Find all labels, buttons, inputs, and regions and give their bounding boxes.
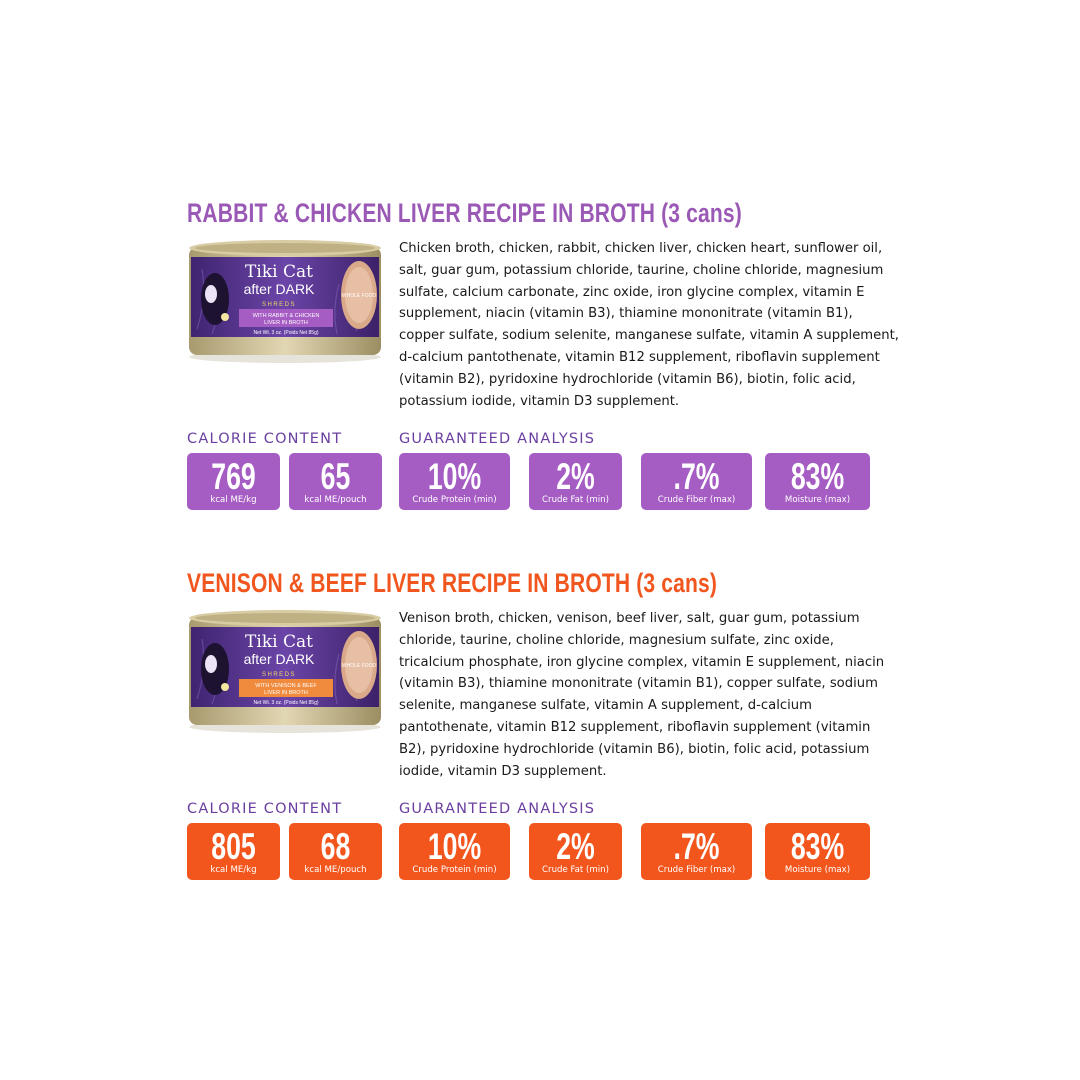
tile-value: 83% xyxy=(790,826,845,867)
tile-value: 10% xyxy=(427,456,482,497)
ingredients-text: Chicken broth, chicken, rabbit, chicken liver, chicken heart, sunflower oil, salt, guar gum, potassium chloride, taurine, choline chloride, magnesium sulfate, calcium carbonate, zinc oxide, iron glycine complex, vitamin E supplement, niacin (vitamin B3), thiamine mononitrate (vitamin B1), copper sulfate, sodium selenite, manganese sulfate, vitamin A supplement, d-calcium pantothenate, vitamin B12 supplement, riboflavin supplement (vitamin B2), pyridoxine hydrochloride (vitamin B6), biotin, folic acid, potassium iodide, vitamin D3 supplement. xyxy=(399,241,899,409)
can-subbrand: after DARK xyxy=(243,651,315,667)
calorie-kg-tile xyxy=(187,453,280,510)
product-title: RABBIT & CHICKEN LIVER RECIPE IN BROTH (3 cans) xyxy=(187,198,742,228)
tile-unit: Crude Protein (min) xyxy=(412,495,497,505)
can-style: SHREDS xyxy=(261,672,297,678)
calorie-kg-tile xyxy=(187,823,280,880)
can-flavor-1: WITH VENISON & BEEF xyxy=(255,683,317,689)
tile-value: .7% xyxy=(673,826,720,867)
moisture-tile xyxy=(765,453,870,510)
tile-unit: Crude Fat (min) xyxy=(542,865,609,875)
calorie-pouch-tile xyxy=(289,453,382,510)
can-net-wt: Net Wt. 3 oz. (Poids Net 85g) xyxy=(253,330,319,336)
tile-unit: Moisture (max) xyxy=(784,495,851,505)
can-brand: Tiki Cat xyxy=(245,262,313,282)
can-flavor-2: LIVER IN BROTH xyxy=(264,320,308,326)
tile-unit: Moisture (max) xyxy=(784,865,851,875)
tile-unit: kcal ME/pouch xyxy=(304,865,367,875)
moisture-tile xyxy=(765,823,870,880)
calorie-pouch-tile xyxy=(289,823,382,880)
tile-value: 68 xyxy=(320,826,351,867)
ingredients-text: Venison broth, chicken, venison, beef liver, salt, guar gum, potassium chloride, taurine, choline chloride, magnesium sulfate, zinc oxide, tricalcium phosphate, iron glycine complex, vitamin E supplement, niacin (vitamin B3), thiamine mononitrate (vitamin B1), copper sulfate, sodium selenite, manganese sulfate, vitamin A supplement, d-calcium pantothenate, vitamin B12 supplement, riboflavin supplement (vitamin B2), pyridoxine hydrochloride (vitamin B6), biotin, folic acid, potassium iodide, vitamin D3 supplement. xyxy=(399,611,885,779)
tile-unit: kcal ME/kg xyxy=(210,495,257,505)
can-brand: Tiki Cat xyxy=(245,632,313,652)
can-flavor-1: WITH RABBIT & CHICKEN xyxy=(252,313,320,319)
tile-unit: kcal ME/kg xyxy=(210,865,257,875)
protein-tile xyxy=(399,453,510,510)
fat-tile xyxy=(529,453,622,510)
product-title: VENISON & BEEF LIVER RECIPE IN BROTH (3 cans) xyxy=(187,568,718,598)
product-can-image xyxy=(187,239,383,365)
product-can-image xyxy=(187,609,383,735)
tile-value: 769 xyxy=(211,456,256,497)
tile-unit: kcal ME/pouch xyxy=(304,495,367,505)
fiber-tile xyxy=(641,453,752,510)
tile-unit: Crude Protein (min) xyxy=(412,865,497,875)
can-badge: WHOLE FOOD xyxy=(341,663,377,669)
guaranteed-analysis-label: GUARANTEED ANALYSIS xyxy=(399,801,596,817)
calorie-content-label: CALORIE CONTENT xyxy=(187,801,343,817)
protein-tile xyxy=(399,823,510,880)
calorie-content-label: CALORIE CONTENT xyxy=(187,431,343,447)
tile-value: 2% xyxy=(556,826,595,867)
guaranteed-analysis-label: GUARANTEED ANALYSIS xyxy=(399,431,596,447)
can-badge: WHOLE FOOD xyxy=(341,293,377,299)
fiber-tile xyxy=(641,823,752,880)
can-style: SHREDS xyxy=(261,302,297,308)
tile-unit: Crude Fiber (max) xyxy=(657,495,736,505)
tile-value: 2% xyxy=(556,456,595,497)
fat-tile xyxy=(529,823,622,880)
tile-value: 10% xyxy=(427,826,482,867)
can-net-wt: Net Wt. 3 oz. (Poids Net 85g) xyxy=(253,700,319,706)
tile-value: .7% xyxy=(673,456,720,497)
tile-unit: Crude Fiber (max) xyxy=(657,865,736,875)
can-flavor-2: LIVER IN BROTH xyxy=(264,690,308,696)
tile-unit: Crude Fat (min) xyxy=(542,495,609,505)
can-subbrand: after DARK xyxy=(243,281,315,297)
tile-value: 65 xyxy=(320,456,351,497)
tile-value: 805 xyxy=(211,826,256,867)
tile-value: 83% xyxy=(790,456,845,497)
